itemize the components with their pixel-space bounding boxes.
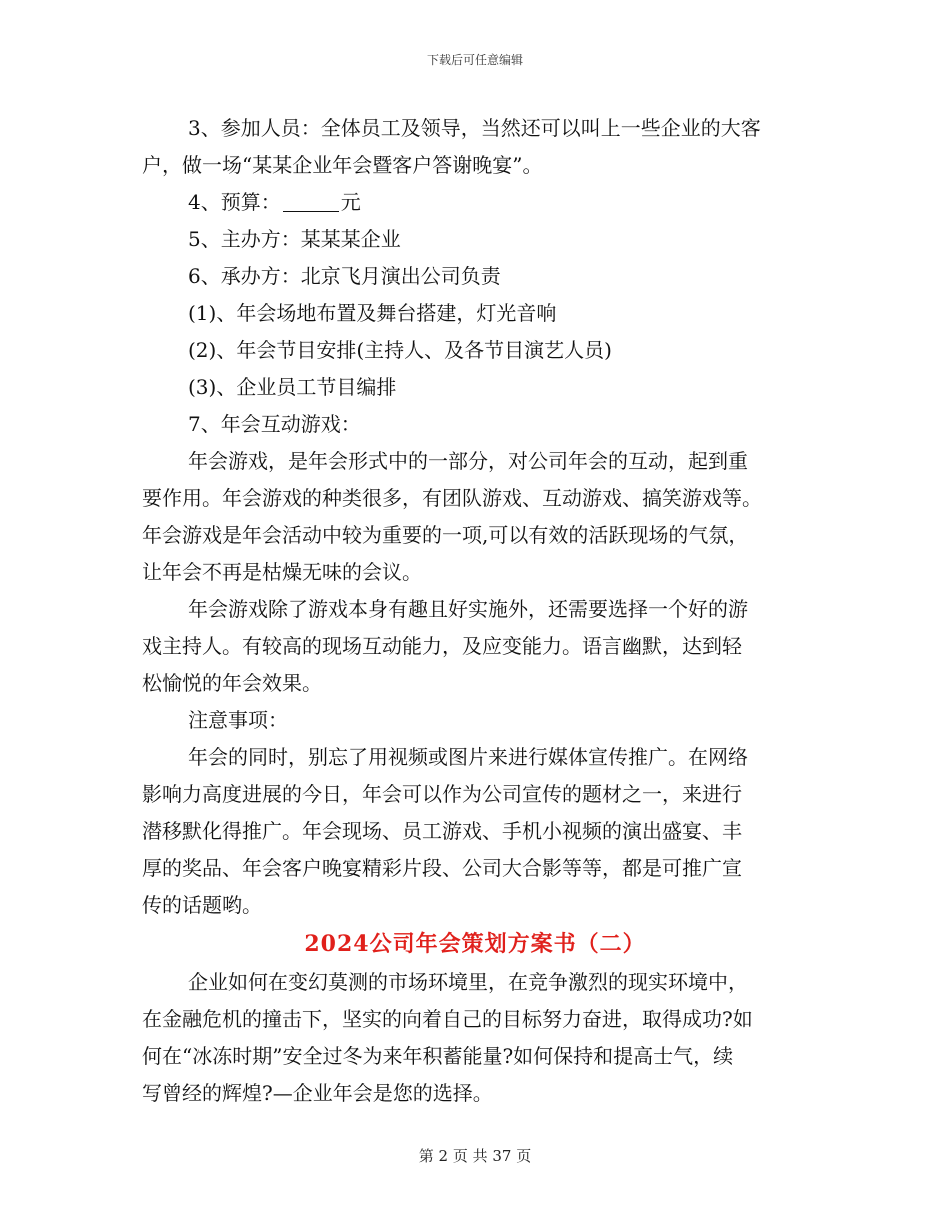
- document-body: [142, 110, 808, 1112]
- budget-line: [142, 184, 808, 221]
- paragraph-line: 7、年会互动游戏：: [188, 412, 361, 436]
- paragraph-line: 年会游戏除了游戏本身有趣且好实施外，还需要选择一个好的游: [188, 597, 748, 621]
- paragraph-line: 何在“冰冻时期”安全过冬为来年积蓄能量?如何保持和提高士气，续: [142, 1044, 734, 1068]
- paragraph-line: 影响力高度进展的今日，年会可以作为公司宣传的题材之一，来进行: [142, 782, 742, 806]
- paragraph-line: 年会游戏，是年会形式中的一部分，对公司年会的互动，起到重: [188, 449, 748, 473]
- paragraph-line: 6、承办方：北京飞月演出公司负责: [188, 264, 501, 288]
- paragraph-line: 年会游戏是年会活动中较为重要的一项,可以有效的活跃现场的气氛，: [142, 523, 749, 547]
- section-title: 2024公司年会策划方案书（二）: [304, 931, 646, 957]
- paragraph-line: (3)、企业员工节目编排: [188, 375, 397, 399]
- budget-unit: 元: [340, 190, 361, 214]
- paragraph-line: 传的话题哟。: [142, 893, 262, 917]
- paragraph-line: (1)、年会场地布置及舞台搭建，灯光音响: [188, 301, 557, 325]
- paragraph-line: 企业如何在变幻莫测的市场环境里，在竞争激烈的现实环境中，: [188, 970, 748, 994]
- paragraph-line: 户，做一场“某某企业年会暨客户答谢晚宴”。: [142, 153, 543, 177]
- paragraph-line: 厚的奖品、年会客户晚宴精彩片段、公司大合影等等，都是可推广宣: [142, 856, 742, 880]
- paragraph-line: 在金融危机的撞击下，坚实的向着自己的目标努力奋进，取得成功?如: [142, 1007, 753, 1031]
- paragraph-line: 松愉悦的年会效果。: [142, 671, 322, 695]
- page-footer: 第 2 页 共 37 页: [418, 1147, 532, 1165]
- paragraph-line: 年会的同时，别忘了用视频或图片来进行媒体宣传推广。在网络: [188, 745, 748, 769]
- paragraph-line: 戏主持人。有较高的现场互动能力，及应变能力。语言幽默，达到轻: [142, 634, 742, 658]
- page-header: 下载后可任意编辑: [426, 53, 523, 67]
- paragraph-line: 3、参加人员：全体员工及领导，当然还可以叫上一些企业的大客: [188, 116, 761, 140]
- paragraph-line: 潜移默化得推广。年会现场、员工游戏、手机小视频的演出盛宴、丰: [142, 819, 742, 843]
- paragraph-line: 让年会不再是枯燥无味的会议。: [142, 560, 422, 584]
- paragraph-line: 写曾经的辉煌?—企业年会是您的选择。: [142, 1081, 493, 1105]
- paragraph-line: 要作用。年会游戏的种类很多，有团队游戏、互动游戏、搞笑游戏等。: [142, 486, 762, 510]
- paragraph-line: 5、主办方：某某某企业: [188, 227, 401, 251]
- paragraph-line: 注意事项：: [188, 708, 288, 732]
- budget-label: 4、预算：: [188, 190, 281, 214]
- budget-blank: [283, 191, 339, 212]
- paragraph-line: (2)、年会节目安排(主持人、及各节目演艺人员): [188, 338, 612, 362]
